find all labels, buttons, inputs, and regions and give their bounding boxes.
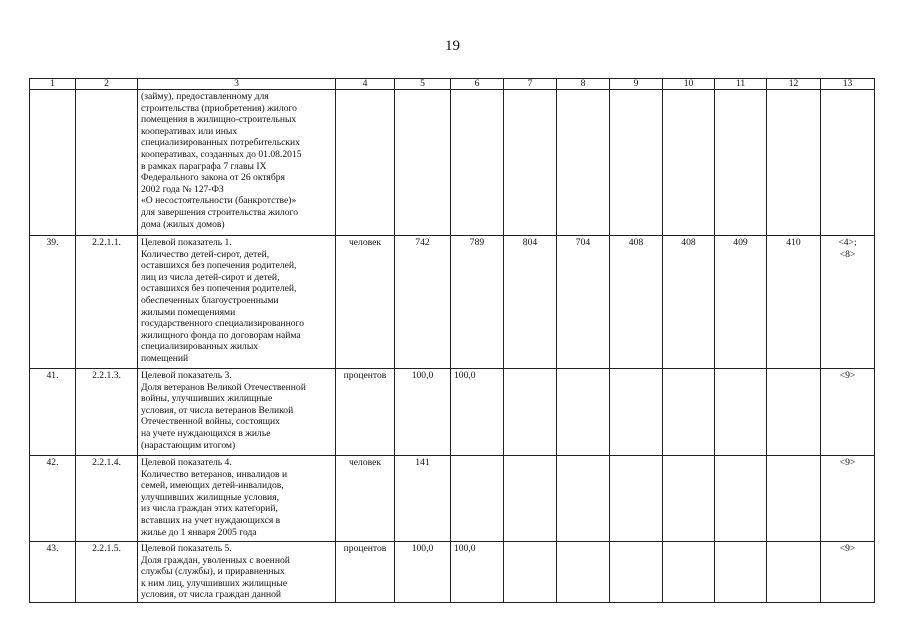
row-value [610,90,663,236]
row-value: 410 [767,236,821,369]
column-number: 7 [504,79,557,90]
row-value [663,369,715,456]
row-value [557,456,610,542]
row-description: Целевой показатель 3. Доля ветеранов Великой Отечественной войны, улучшивших жилищные условия, от числа ветеранов Великой Отечественной войны, состоящих на учете нуждающихся в жилье (нарастающим итогом) [138,369,336,456]
table-row [30,369,875,456]
row-value [610,542,663,603]
column-number: 13 [821,79,875,90]
row-description: Целевой показатель 4. Количество ветеранов, инвалидов и семей, имеющих детей-инвалидов, улучшивших жилищные условия, из числа граждан этих категорий, вставших на учет нуждающихся в жилье до 1 января 2005 года [138,456,336,542]
row-value [395,90,451,236]
row-value [767,90,821,236]
row-number: 42. [30,456,76,542]
column-number: 10 [663,79,715,90]
row-value [610,369,663,456]
column-number: 4 [336,79,395,90]
row-value [663,456,715,542]
row-value [715,456,767,542]
row-unit: человек [336,456,395,542]
row-code: 2.2.1.3. [76,369,138,456]
row-value [504,90,557,236]
column-number-row [30,79,875,90]
row-value [557,369,610,456]
table-row [30,456,875,542]
column-number: 12 [767,79,821,90]
row-unit [336,90,395,236]
column-number: 2 [76,79,138,90]
row-value [715,369,767,456]
column-number: 8 [557,79,610,90]
row-value [663,90,715,236]
row-number [30,90,76,236]
row-value [715,542,767,603]
row-description: Целевой показатель 5. Доля граждан, уволенных с военной службы (службы), и приравненных к ним лиц, улучшивших жилищные условия, от числа граждан данной [138,542,336,603]
row-description: Целевой показатель 1. Количество детей-сирот, детей, оставшихся без попечения родителей, лиц из числа детей-сирот и детей, оставшихся без попечения родителей, обеспеченных благоустроенными жилыми помещениями государственного специализированного жилищного фонда по договорам найма специализированных жилых помещений [138,236,336,369]
row-code: 2.2.1.4. [76,456,138,542]
row-value: 409 [715,236,767,369]
column-number: 3 [138,79,336,90]
row-note: <4>; <8> [821,236,875,369]
row-value: 100,0 [395,369,451,456]
indicators-table [29,78,875,603]
row-value: 742 [395,236,451,369]
row-value [557,542,610,603]
row-value [767,456,821,542]
row-value [504,369,557,456]
row-unit: процентов [336,542,395,603]
row-value [610,456,663,542]
row-value [451,90,504,236]
row-note: <9> [821,456,875,542]
row-value: 789 [451,236,504,369]
row-value [557,90,610,236]
row-value [663,542,715,603]
row-code [76,90,138,236]
row-value: 408 [610,236,663,369]
row-value: 141 [395,456,451,542]
row-value [715,90,767,236]
column-number: 9 [610,79,663,90]
row-note [821,90,875,236]
column-number: 11 [715,79,767,90]
column-number: 1 [30,79,76,90]
row-value: 804 [504,236,557,369]
row-value [504,542,557,603]
row-value [767,369,821,456]
table-row [30,90,875,236]
row-value [451,456,504,542]
row-note: <9> [821,542,875,603]
row-value: 100,0 [451,369,504,456]
page-number: 19 [445,38,460,54]
row-value: 100,0 [395,542,451,603]
row-value [767,542,821,603]
column-number: 5 [395,79,451,90]
row-code: 2.2.1.1. [76,236,138,369]
column-number: 6 [451,79,504,90]
row-unit: процентов [336,369,395,456]
row-number: 39. [30,236,76,369]
row-note: <9> [821,369,875,456]
row-value [504,456,557,542]
table-row [30,236,875,369]
row-number: 43. [30,542,76,603]
row-value: 704 [557,236,610,369]
row-code: 2.2.1.5. [76,542,138,603]
row-unit: человек [336,236,395,369]
row-number: 41. [30,369,76,456]
row-description: (займу), предоставленному для строительства (приобретения) жилого помещения в жилищно-строительных кооперативах или иных специализированных потребительских кооперативах, созданных до 01.08.2015 в рамках параграфа 7 главы IX Федерального закона от 26 октября 2002 года № 127-ФЗ «О несостоятельности (банкротстве)» для завершения строительства жилого дома (жилых домов) [138,90,336,236]
table-row [30,542,875,603]
row-value: 408 [663,236,715,369]
row-value: 100,0 [451,542,504,603]
